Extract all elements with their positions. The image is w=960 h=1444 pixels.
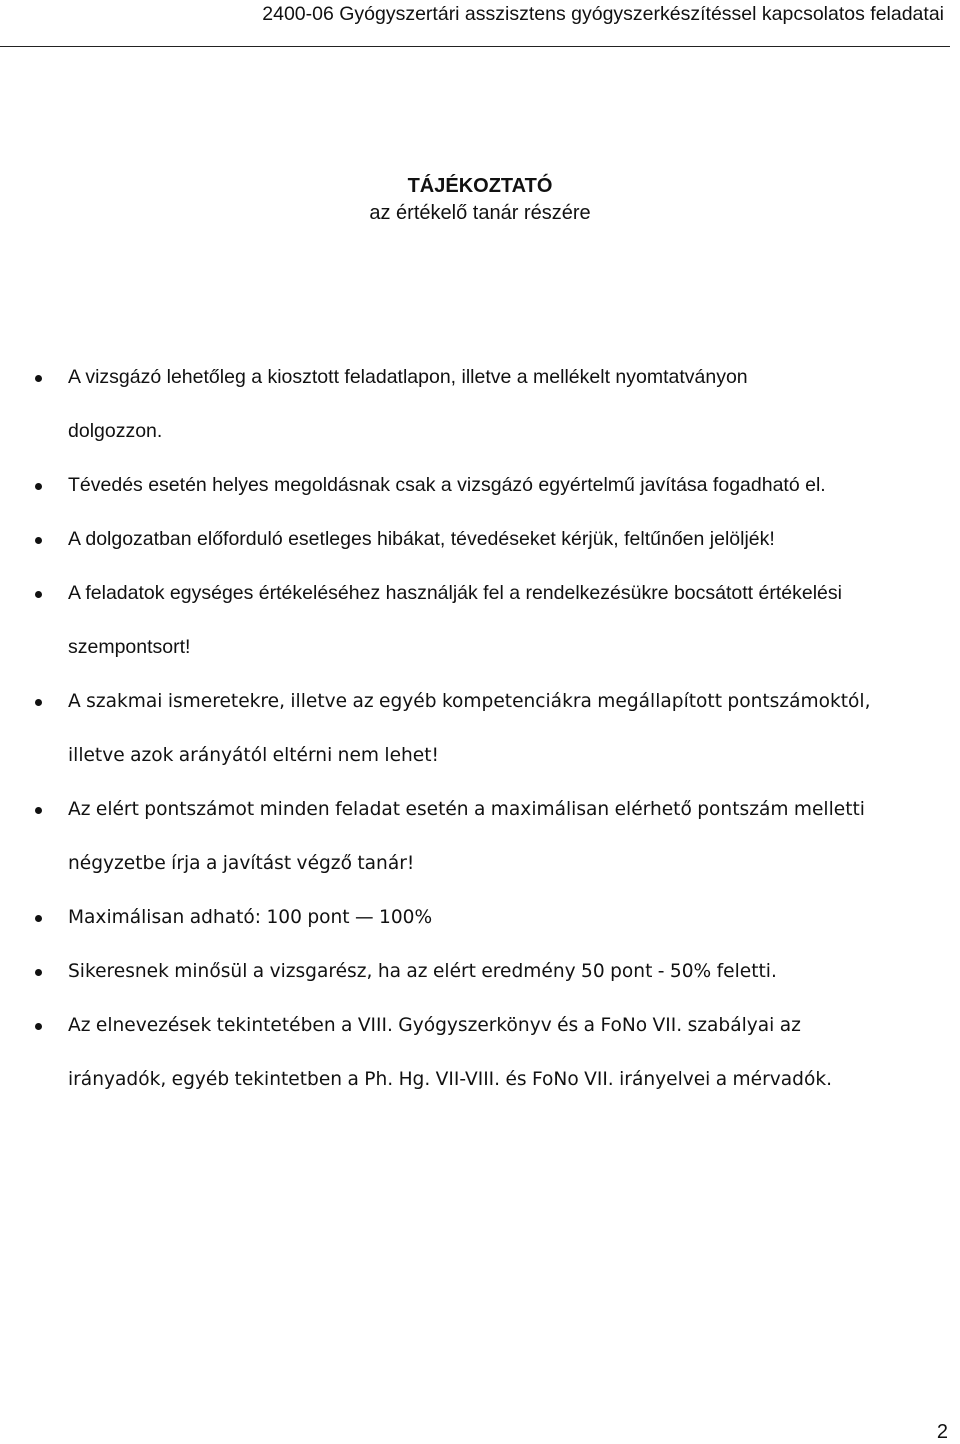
instruction-item — [0, 904, 960, 931]
bullet-icon — [35, 483, 42, 490]
instruction-item — [0, 364, 960, 445]
instruction-item — [0, 472, 960, 499]
bullet-icon — [35, 807, 42, 814]
running-header — [0, 0, 950, 47]
bullet-icon — [35, 969, 42, 976]
instruction-line: A szakmai ismeretekre, illetve az egyéb kompetenciákra megállapított pontszámoktól, — [68, 691, 871, 712]
instruction-item — [0, 1012, 960, 1093]
bullet-icon — [35, 915, 42, 922]
instruction-list — [0, 364, 960, 1120]
document-subtitle: az értékelő tanár részére — [369, 202, 591, 224]
instruction-line: szempontsort! — [68, 636, 191, 658]
instruction-line: irányadók, egyéb tekintetben a Ph. Hg. VII-VIII. és FoNo VII. irányelvei a mérvadók. — [68, 1069, 833, 1090]
bullet-icon — [35, 591, 42, 598]
instruction-item — [0, 958, 960, 985]
instruction-item — [0, 580, 960, 661]
instruction-line: A dolgozatban előforduló esetleges hibákat, tévedéseket kérjük, feltűnően jelöljék! — [68, 528, 775, 550]
page-number: 2 — [936, 1421, 948, 1443]
instruction-item — [0, 796, 960, 877]
bullet-icon — [35, 1023, 42, 1030]
instruction-item — [0, 526, 960, 553]
instruction-line: Sikeresnek minősül a vizsgarész, ha az elért eredmény 50 pont - 50% feletti. — [68, 961, 777, 982]
bullet-icon — [35, 699, 42, 706]
instruction-line: illetve azok arányától eltérni nem lehet! — [68, 745, 439, 766]
document-title: TÁJÉKOZTATÓ — [407, 175, 553, 197]
instruction-line: Maximálisan adható: 100 pont — 100% — [68, 907, 433, 928]
title-block — [0, 173, 960, 227]
instruction-item — [0, 688, 960, 769]
instruction-line: A vizsgázó lehetőleg a kiosztott feladatlapon, illetve a mellékelt nyomtatványon — [68, 366, 748, 388]
instruction-line: Az elnevezések tekintetében a VIII. Gyógyszerkönyv és a FoNo VII. szabályai az — [68, 1015, 801, 1036]
bullet-icon — [35, 375, 42, 382]
instruction-line: négyzetbe írja a javítást végző tanár! — [68, 853, 415, 874]
bullet-icon — [35, 537, 42, 544]
instruction-line: A feladatok egységes értékeléséhez használják fel a rendelkezésükre bocsátott értékelési — [68, 582, 842, 604]
instruction-line: dolgozzon. — [68, 420, 163, 442]
running-header-title: 2400-06 Gyógyszertári asszisztens gyógyszerkészítéssel kapcsolatos feladatai — [262, 3, 944, 25]
instruction-line: Tévedés esetén helyes megoldásnak csak a vizsgázó egyértelmű javítása fogadható el. — [68, 474, 826, 496]
instruction-line: Az elért pontszámot minden feladat esetén a maximálisan elérhető pontszám melletti — [68, 799, 865, 820]
